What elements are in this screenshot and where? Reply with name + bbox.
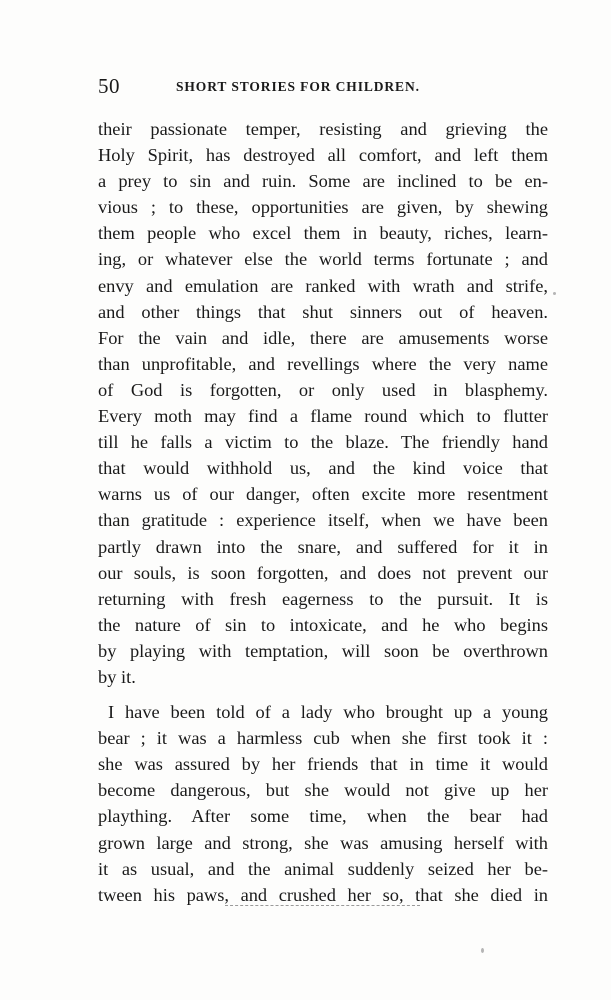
text-line: the nature of sin to intoxicate, and he who begins <box>98 614 548 635</box>
text-line: For the vain and idle, there are amusements worse <box>98 327 548 348</box>
text-line: Holy Spirit, has destroyed all comfort, and left them <box>98 145 548 166</box>
text-line: their passionate temper, resisting and grieving the <box>98 119 548 139</box>
text-line: plaything. After some time, when the bear had <box>98 806 548 827</box>
text-line: by it. <box>98 666 136 687</box>
text-line: of God is forgotten, or only used in blasphemy. <box>98 379 548 400</box>
paper-speck <box>553 292 556 295</box>
text-line: tween his paws, and crushed her so, that she died in <box>98 884 548 905</box>
text-line: envy and emulation are ranked with wrath and strife, <box>98 275 548 296</box>
text-line: them people who excel them in beauty, riches, learn- <box>98 223 548 244</box>
text-line: than gratitude : experience itself, when we have been <box>98 510 548 531</box>
text-line: warns us of our danger, often excite more resentment <box>98 484 548 505</box>
paragraph-1 <box>98 116 548 690</box>
text-line: I have been told of a lady who brought up a young <box>108 702 548 723</box>
text-line: partly drawn into the snare, and suffered for it in <box>98 536 548 557</box>
text-line: bear ; it was a harmless cub when she first took it : <box>98 728 548 749</box>
paragraph-2 <box>98 699 548 908</box>
paper-speck <box>481 948 484 953</box>
text-line: our souls, is soon forgotten, and does not prevent our <box>98 562 548 583</box>
text-line: become dangerous, but she would not give up her <box>98 780 548 801</box>
text-line: Every moth may find a flame round which to flutter <box>98 406 548 427</box>
text-line: by playing with temptation, will soon be overthrown <box>98 640 548 661</box>
paragraph-gap <box>98 690 548 699</box>
running-title: SHORT STORIES FOR CHILDREN. <box>176 79 420 94</box>
text-line: than unprofitable, and revellings where the very name <box>98 353 548 374</box>
text-line: ing, or whatever else the world terms fortunate ; and <box>98 249 548 270</box>
page-number: 50 <box>98 74 120 98</box>
text-line: grown large and strong, she was amusing herself with <box>98 832 548 853</box>
bottom-rule <box>225 905 420 906</box>
page-header <box>98 74 548 98</box>
text-line: returning with fresh eagerness to the pursuit. It is <box>98 588 548 609</box>
body-text <box>98 116 548 908</box>
text-line: that would withhold us, and the kind voice that <box>98 458 548 479</box>
text-line: she was assured by her friends that in time it would <box>98 754 548 775</box>
text-line: and other things that shut sinners out of heaven. <box>98 301 548 322</box>
text-line: it as usual, and the animal suddenly seized her be- <box>98 858 548 879</box>
text-line: vious ; to these, opportunities are given, by shewing <box>98 197 548 218</box>
text-line: till he falls a victim to the blaze. The friendly hand <box>98 432 548 453</box>
text-line: a prey to sin and ruin. Some are inclined to be en- <box>98 171 548 192</box>
